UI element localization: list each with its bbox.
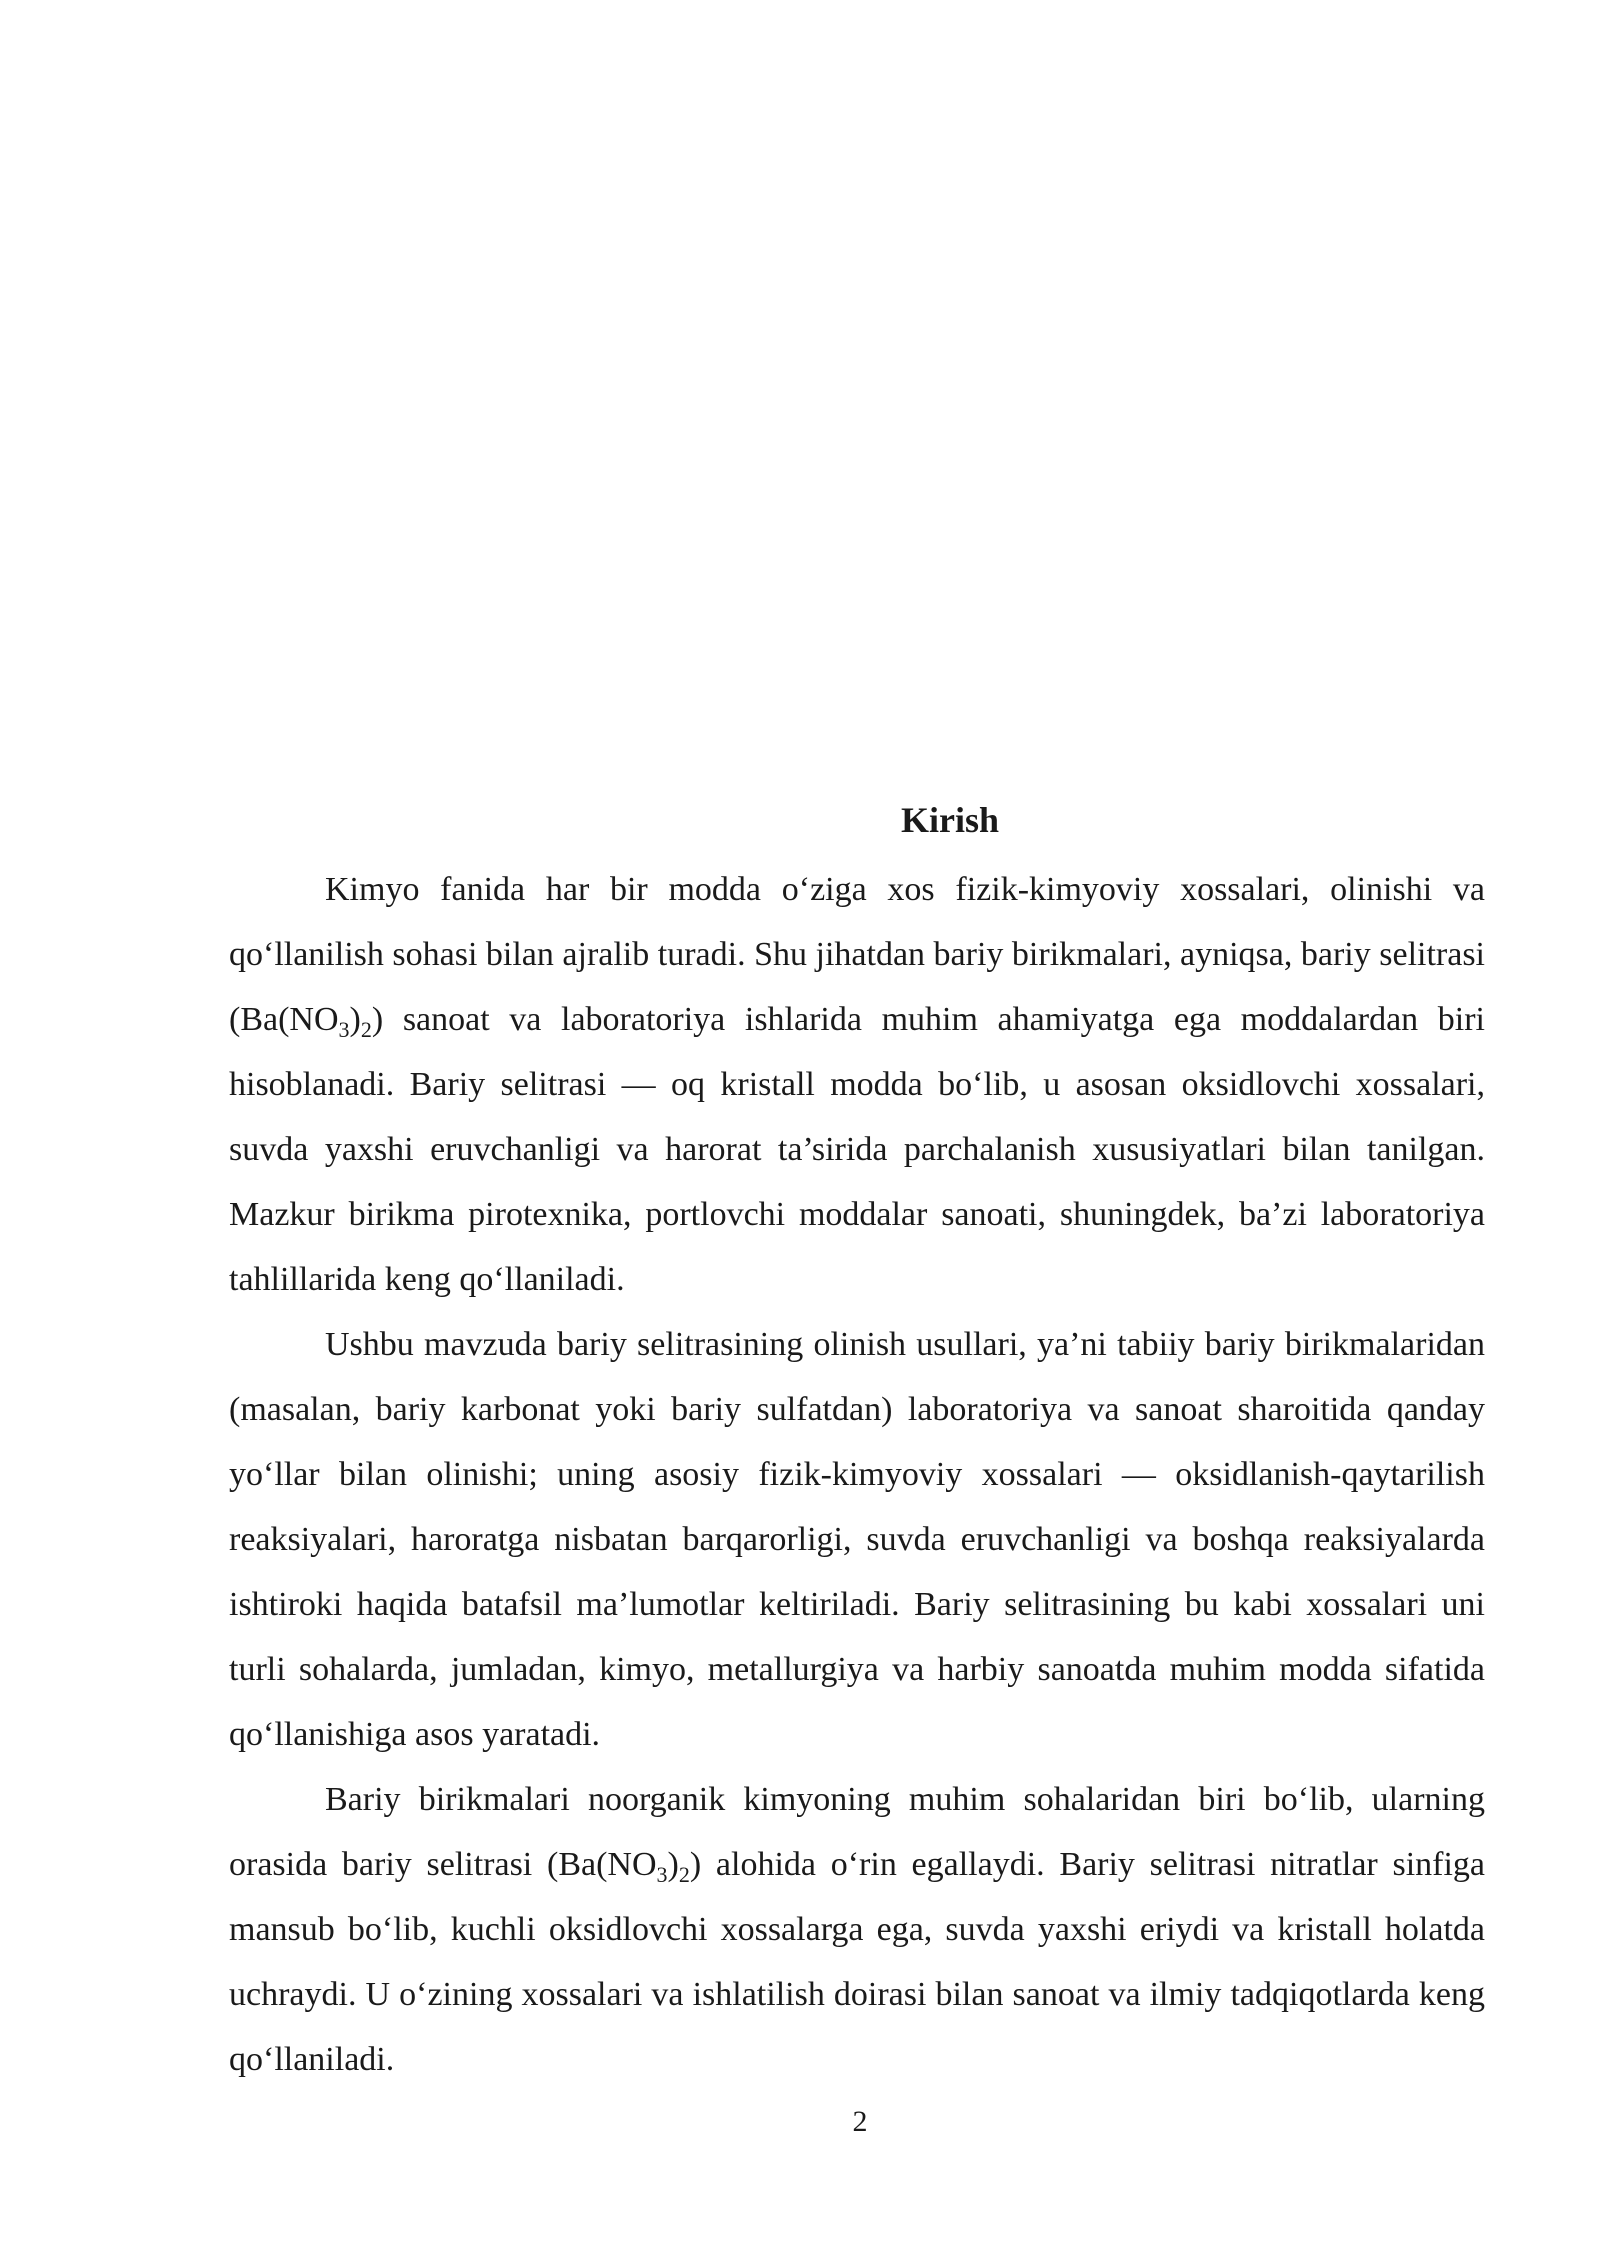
formula-barium-nitrate — [229, 1001, 384, 1042]
paragraph-3-text-after: alohida o‘rin egallaydi. Bariy selitrasi nitratlar sinfiga mansub bo‘lib, kuchli oksidlovchi xossalarga ega, suvda yaxshi eriydi va kristall holatda uchraydi. U o‘zining xossalari va ishlatilish doirasi bilan sanoat va ilmiy tadqiqotlarda keng qo‘llaniladi. — [229, 1846, 1486, 2078]
paragraph-1-text-before: Kimyo fanida har bir modda o‘ziga xos fizik-kimyoviy xossalari, olinishi va qo‘llanilish sohasi bilan ajralib turadi. Shu jihatdan bariy birikmalari, ayniqsa, bariy selitrasi — [229, 871, 1485, 973]
paragraph-1 — [229, 857, 1485, 1312]
formula-subscript-3: 3 — [338, 1017, 350, 1042]
formula-mid: ) — [667, 1846, 679, 1883]
formula-subscript-3: 3 — [656, 1862, 668, 1887]
formula-prefix: (Ba(NO — [547, 1846, 657, 1883]
paragraph-1-text-after: sanoat va laboratoriya ishlarida muhim ahamiyatga ega moddalardan biri hisoblanadi. Bariy selitrasi — oq kristall modda bo‘lib, u asosan oksidlovchi xossalari, suvda yaxshi eruvchanligi va harorat ta’sirida parchalanish xususiyatlari bilan tanilgan. Mazkur birikma pirotexnika, portlovchi moddalar sanoati, shuningdek, ba’zi laboratoriya tahlillarida keng qo‘llaniladi. — [229, 1001, 1485, 1298]
formula-subscript-2: 2 — [678, 1862, 690, 1887]
formula-barium-nitrate — [547, 1846, 702, 1887]
page-number: 2 — [852, 2105, 868, 2138]
paragraph-3-text-before: Bariy birikmalari noorganik kimyoning muhim sohalaridan biri bo‘lib, ularning orasida bariy selitrasi — [229, 1781, 1485, 1883]
formula-suffix: ) — [689, 1846, 702, 1883]
formula-prefix: (Ba(NO — [229, 1001, 339, 1038]
formula-mid: ) — [349, 1001, 361, 1038]
body-text — [229, 857, 1485, 2092]
formula-subscript-2: 2 — [360, 1017, 372, 1042]
paragraph-3 — [229, 1767, 1485, 2092]
paragraph-2: Ushbu mavzuda bariy selitrasining olinish usullari, ya’ni tabiiy bariy birikmalaridan (masalan, bariy karbonat yoki bariy sulfatdan) laboratoriya va sanoat sharoitida qanday yo‘llar bilan olinishi; uning asosiy fizik-kimyoviy xossalari — oksidlanish-qaytarilish reaksiyalari, haroratga nisbatan barqarorligi, suvda eruvchanligi va boshqa reaksiyalarda ishtiroki haqida batafsil ma’lumotlar keltiriladi. Bariy selitrasining bu kabi xossalari uni turli sohalarda, jumladan, kimyo, metallurgiya va harbiy sanoatda muhim modda sifatida qo‘llanishiga asos yaratadi. — [229, 1326, 1485, 1753]
section-heading: Kirish — [900, 800, 999, 840]
formula-suffix: ) — [371, 1001, 384, 1038]
